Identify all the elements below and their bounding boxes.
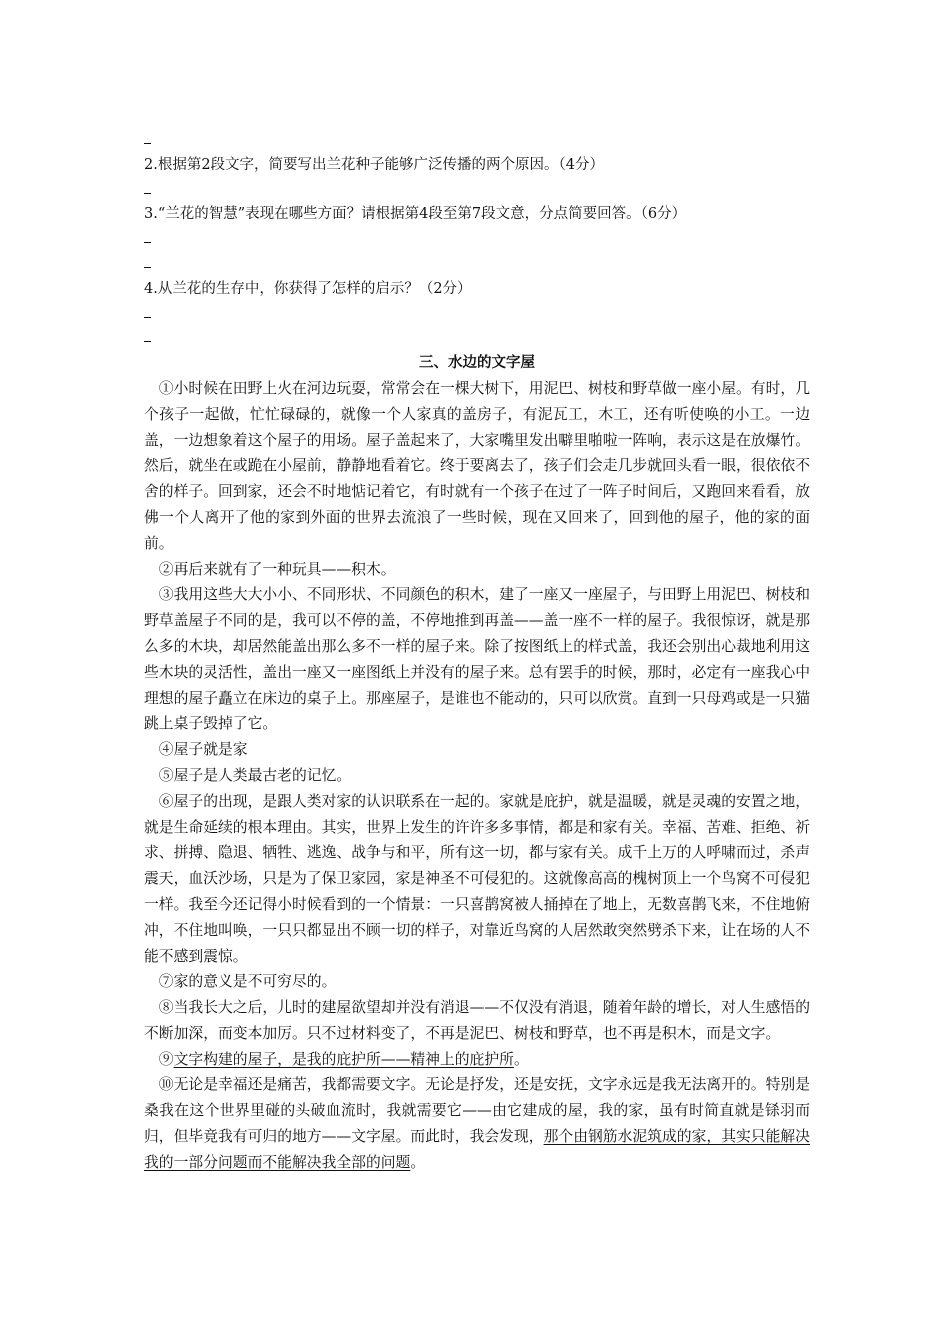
paragraph-6: ⑥屋子的出现，是跟人类对家的认识联系在一起的。家就是庇护，就是温暖，就是灵魂的安置之地，就是生命延续的根本理由。其实，世界上发生的许许多多事情，都是和家有关。幸福、苦难、拒绝、祈求、拼搏、隐退、牺牲、逃逸、战争与和平，所有这一切，都与家有关。成千上万的人呼啸而过，杀声震天，血沃沙场，只是为了保卫家园，家是神圣不可侵犯的。这就像高高的槐树顶上一个鸟窝不可侵犯一样。我至今还记得小时候看到的一个情景：一只喜鹊窝被人捅掉在了地上，无数喜鹊飞来，不住地俯冲，不住地叫唤，一只只都显出不顾一切的样子，对靠近鸟窝的人居然敢突然劈杀下来，让在场的人不能不感到震惊。: [144, 792, 810, 965]
answer-underline: [144, 178, 151, 194]
paragraph-1: ①小时候在田野上火在河边玩耍，常常会在一棵大树下，用泥巴、树枝和野草做一座小屋。有时，几个孩子一起做，忙忙碌碌的，就像一个人家真的盖房子，有泥瓦工，木工，还有听使唤的小工。一边盖，一边想象着这个屋子的用场。屋子盖起来了，大家嘴里发出噼里啪啦一阵响，表示这是在放爆竹。然后，就坐在或跪在小屋前，静静地看着它。终于要离去了，孩子们会走几步就回头看一眼，很依依不舍的样子。回到家，还会不时地惦记着它，有时就有一个孩子在过了一阵子时间后，又跑回来看看，放佛一个人离开了他的家到外面的世界去流浪了一些时候，现在又回来了，回到他的屋子，他的家的面前。: [144, 379, 810, 552]
answer-blank[interactable]: [144, 302, 810, 327]
underlined-sentence: 文字构建的屋子，是我的庇护所——精神上的庇护所: [173, 1050, 514, 1068]
answer-underline: [144, 302, 151, 318]
paragraph-4: ④屋子就是家: [158, 741, 248, 759]
underlined-sentence: 那个由钢筋水泥筑成的家，其实只能解决我的一部分问题而不能解决我全部的问题: [144, 1128, 810, 1171]
paragraph-9-number: ⑨: [158, 1050, 174, 1068]
answer-blank[interactable]: [144, 227, 810, 252]
question-3: 3.“兰花的智慧”表现在哪些方面？请根据第4段至第7段文意，分点简要回答。（6分）: [144, 206, 687, 223]
paragraph-8: ⑧当我长大之后，儿时的建屋欲望却并没有消退——不仅没有消退，随着年龄的增长，对人生感悟的不断加深，而变本加厉。只不过材料变了，不再是泥巴、树枝和野草，也不再是积木，而是文字。: [144, 999, 810, 1042]
answer-blank[interactable]: [144, 128, 810, 153]
question-4: 4.从兰花的生存中，你获得了怎样的启示？（2分）: [144, 280, 472, 297]
answer-underline: [144, 326, 151, 342]
answer-blank[interactable]: [144, 326, 810, 351]
question-2: 2.根据第2段文字，简要写出兰花种子能够广泛传播的两个原因。（4分）: [144, 156, 605, 173]
paragraph-10-end: 。: [410, 1153, 426, 1171]
section-title: 三、水边的文字屋: [419, 354, 535, 372]
answer-blank[interactable]: [144, 252, 810, 277]
paragraph-9-end: 。: [513, 1050, 529, 1068]
document-content: [144, 128, 810, 1176]
paragraph-9: [144, 1047, 810, 1073]
paragraph-2: ②再后来就有了一种玩具——积木。: [158, 560, 396, 578]
paragraph-10-text: ⑩无论是幸福还是痛苦，我都需要文字。无论是抒发，还是安抚，文字永远是我无法离开的。特别是桑我在这个世界里碰的头破血流时，我就需要它——由它建成的屋，我的家，虽有时简直就是铩羽而归，但毕竟我有可归的地方——文字屋。而此时，我会发现，: [144, 1076, 810, 1146]
paragraph-10: [144, 1072, 810, 1175]
paragraph-7: ⑦家的意义是不可穷尽的。: [158, 973, 337, 991]
answer-underline: [144, 227, 151, 243]
answer-underline: [144, 252, 151, 268]
answer-underline: [144, 128, 151, 144]
paragraph-3: ③我用这些大大小小、不同形状、不同颜色的积木，建了一座又一座屋子，与田野上用泥巴、树枝和野草盖屋子不同的是，我可以不停的盖，不停地推到再盖——盖一座不一样的屋子。我很惊讶，就是那么多的木块，却居然能盖出那么多不一样的屋子来。除了按图纸上的样式盖，我还会别出心裁地利用这些木块的灵活性，盖出一座又一座图纸上并没有的屋子来。总有罢手的时候，那时，必定有一座我心中理想的屋子矗立在床边的桌子上。那座屋子，是谁也不能动的，只可以欣赏。直到一只母鸡或是一只猫跳上桌子毁掉了它。: [144, 586, 810, 733]
answer-blank[interactable]: [144, 178, 810, 203]
paragraph-5: ⑤屋子是人类最古老的记忆。: [158, 766, 352, 784]
